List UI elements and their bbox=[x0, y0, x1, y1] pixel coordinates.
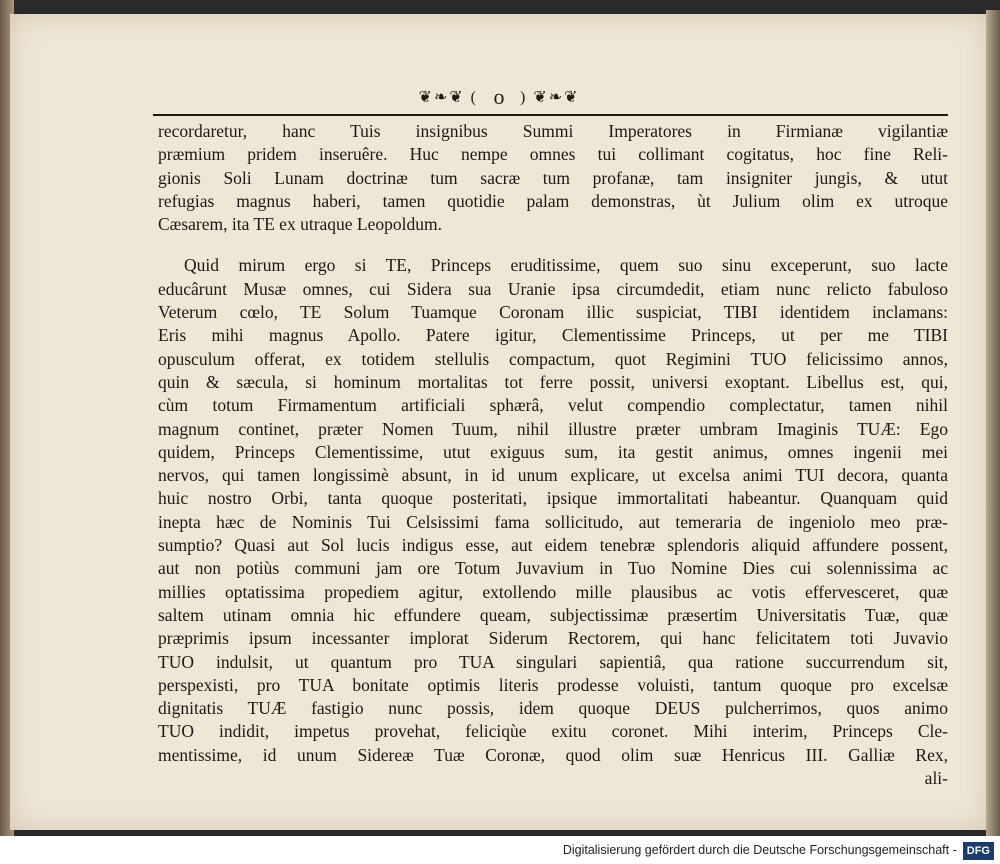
text-line: TUO indulsit, ut quantum pro TUA singulari sapientiâ, qua ratione succurrendum sit, bbox=[158, 651, 948, 672]
catchword: ali- bbox=[924, 768, 948, 789]
text-line: dignitatis TUÆ fastigio nunc possis, idem quoque DEUS pulcherrimos, quos animo bbox=[158, 698, 948, 719]
book-page bbox=[10, 14, 988, 830]
digitization-footer bbox=[0, 836, 1000, 864]
text-line: millies optatissima propediem agitur, extollendo mille plausibus ac votis effervesceret, quæ bbox=[158, 581, 948, 602]
page-number: o bbox=[493, 83, 505, 109]
text-line: saltem utinam omnia hic effundere queam, subjectissimæ præsertim Universitatis Tuæ, quæ bbox=[158, 604, 948, 625]
paragraph-gap bbox=[158, 236, 948, 254]
footer-text: Digitalisierung gefördert durch die Deutsche Forschungsgemeinschaft - bbox=[562, 843, 957, 857]
text-line: gionis Soli Lunam doctrinæ tum sacræ tum profanæ, tam insigniter jungis, & utut bbox=[158, 167, 948, 188]
header-rule bbox=[153, 114, 948, 116]
text-line: Eris mihi magnus Apollo. Patere igitur, Clementissime Princeps, ut per me TIBI bbox=[158, 325, 948, 346]
page-header bbox=[10, 82, 988, 110]
dfg-logo: DFG bbox=[963, 842, 994, 860]
text-line: perspexisti, pro TUA bonitate optimis literis prodesse voluisti, tantum quoque pro excelsæ bbox=[158, 674, 948, 695]
ornament-right: ) ❦❧❦ bbox=[520, 88, 580, 106]
ornament-left: ❦❧❦ ( bbox=[418, 88, 478, 106]
text-line: quidem, Princeps Clementissime, utut exiguus sum, ita gestit animus, omnes ingenii mei bbox=[158, 441, 948, 462]
text-line: TUO indidit, impetus provehat, feliciqùe exitu coronet. Mihi interim, Princeps Cle- bbox=[158, 721, 948, 742]
body-text bbox=[158, 120, 948, 790]
text-line: sumptio? Quasi aut Sol lucis indigus esse, aut eidem tenebræ splendoris aliquid affundere possent, bbox=[158, 535, 948, 556]
text-line: refugias magnus haberi, tamen quotidie palam demonstras, ùt Julium olim ex utroque bbox=[158, 190, 948, 211]
text-line: mentissime, id unum Sidereæ Tuæ Coronæ, quod olim suæ Henricus III. Galliæ Rex, bbox=[158, 744, 948, 765]
text-line: magnum continet, præter Nomen Tuum, nihil illustre præter umbram Imaginis TUÆ: Ego bbox=[158, 418, 948, 439]
text-line: Cæsarem, ita TE ex utraque Leopoldum. bbox=[158, 214, 442, 235]
text-line: Quid mirum ergo si TE, Princeps eruditissime, quem suo sinu exceperunt, suo lacte bbox=[184, 255, 948, 276]
text-line: Veterum cœlo, TE Solum Tuamque Coronam illic suspiciat, TIBI identidem inclamans: bbox=[158, 302, 948, 323]
text-line: cùm totum Firmamentum artificiali sphærâ, velut compendio complectatur, tamen nihil bbox=[158, 395, 948, 416]
text-line: recordaretur, hanc Tuis insignibus Summi Imperatores in Firmianæ vigilantiæ bbox=[158, 121, 948, 141]
text-line: opusculum offerat, ex totidem stellulis compactum, quot Regimini TUO felicissimo annos, bbox=[158, 348, 948, 369]
text-line: inepta hæc de Nominis Tui Celsissimi fama sollicitudo, aut temeraria de ingeniolo meo præ- bbox=[158, 511, 948, 532]
text-line: aut non potiùs communi jam ore Totum Juvavium in Tuo Nomine Dies cui solennissima ac bbox=[158, 558, 948, 579]
book-edge-right bbox=[986, 10, 1000, 836]
text-line: nervos, qui tamen longissimè absunt, in id unum explicare, ut excelsa animi TUI decora, quanta bbox=[158, 465, 948, 486]
text-line: educârunt Musæ omnes, cui Sidera sua Uranie ipsa circumdedit, etiam nunc relicto fabuloso bbox=[158, 278, 948, 299]
text-line: præmium pridem inseruêre. Huc nempe omnes tui collimant cogitatus, hoc fine Reli- bbox=[158, 144, 948, 165]
text-line: huic nostro Orbi, tanta quoque posteritati, ipsique immortalitati habeantur. Quanquam quid bbox=[158, 488, 948, 509]
text-line: præprimis ipsum incessanter implorat Siderum Rectorem, qui hanc felicitatem toti Juvavio bbox=[158, 628, 948, 649]
text-line: quin & sæcula, si hominum mortalitas tot ferre possit, universi exoptant. Libellus est, qui, bbox=[158, 371, 948, 392]
